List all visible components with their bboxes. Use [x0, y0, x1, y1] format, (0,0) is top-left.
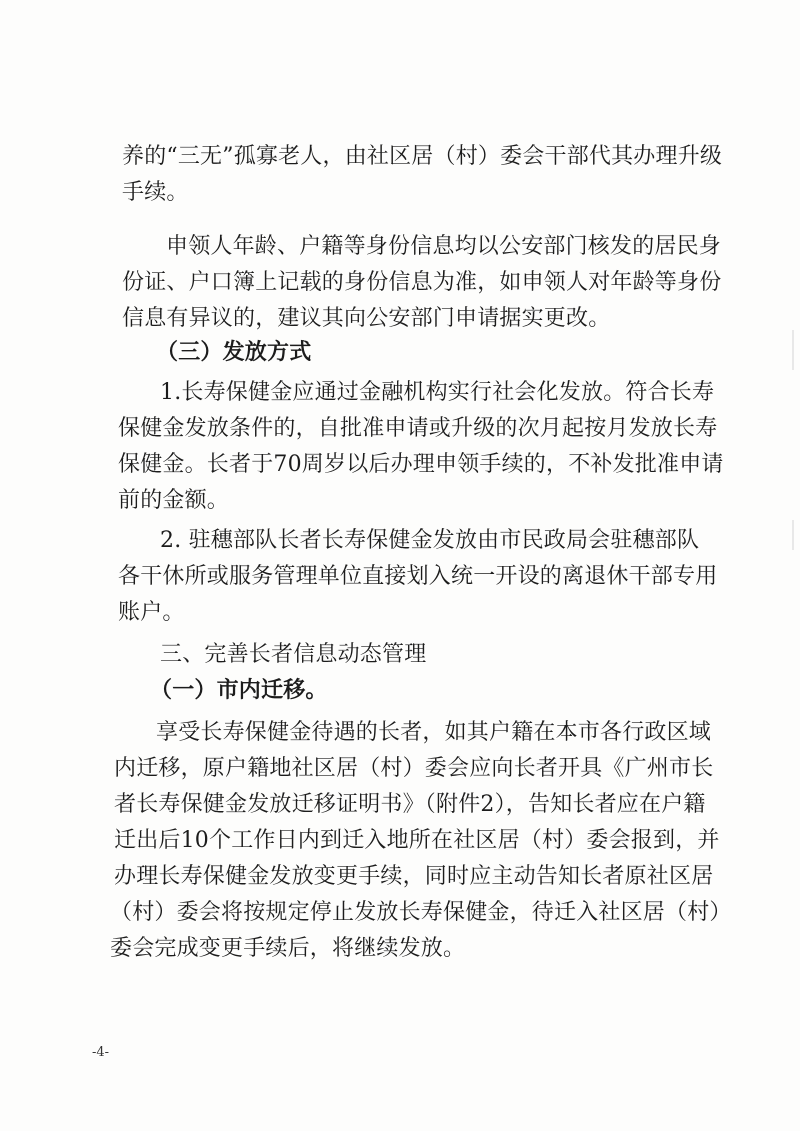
scan-artifact — [792, 330, 794, 370]
body-text-line: 1.长寿保健金应通过金融机构实行社会化发放。符合长寿 — [160, 380, 715, 405]
scan-artifact — [792, 520, 794, 550]
body-text-line: 者长寿保健金发放迁移证明书》（附件2），告知长者应在户籍 — [114, 792, 706, 817]
body-text-line: 2. 驻穗部队长者长寿保健金发放由市民政局会驻穗部队 — [160, 528, 700, 553]
body-text-line: 委会完成变更手续后，将继续发放。 — [110, 936, 466, 961]
body-text-line: 信息有异议的，建议其向公安部门申请据实更改。 — [122, 306, 611, 331]
body-text-line: 办理长寿保健金发放变更手续，同时应主动告知长者原社区居 — [114, 864, 714, 889]
body-text-line: 内迁移，原户籍地社区居（村）委会应向长者开具《广州市长 — [114, 756, 714, 781]
body-text-line: 前的金额。 — [118, 488, 230, 513]
body-text-line: 保健金。长者于70周岁以后办理申领手续的，不补发批准申请 — [118, 452, 724, 477]
body-text-line: 申领人年龄、户籍等身份信息均以公安部门核发的居民身 — [166, 234, 722, 259]
body-text-line: 养的“三无”孤寡老人，由社区居（村）委会干部代其办理升级 — [122, 144, 723, 169]
body-text-line: 账户。 — [118, 600, 185, 625]
body-text-line: 保健金发放条件的，自批准申请或升级的次月起按月发放长寿 — [118, 416, 718, 441]
body-text-line: 享受长寿保健金待遇的长者，如其户籍在本市各行政区域 — [156, 720, 712, 745]
section-heading: （三）发放方式 — [156, 340, 312, 365]
subsection-heading: （一）市内迁移。 — [150, 678, 328, 703]
body-text-line: 份证、户口簿上记载的身份信息为准，如申领人对年龄等身份 — [122, 270, 722, 295]
section-heading: 三、完善长者信息动态管理 — [160, 642, 427, 667]
body-text-line: （村）委会将按规定停止发放长寿保健金，待迁入社区居（村） — [110, 900, 732, 925]
body-text-line: 各干休所或服务管理单位直接划入统一开设的离退休干部专用 — [118, 564, 718, 589]
page-number: -4- — [92, 1045, 110, 1060]
body-text-line: 手续。 — [122, 180, 189, 205]
body-text-line: 迁出后10个工作日内到迁入地所在社区居（村）委会报到，并 — [114, 828, 720, 853]
